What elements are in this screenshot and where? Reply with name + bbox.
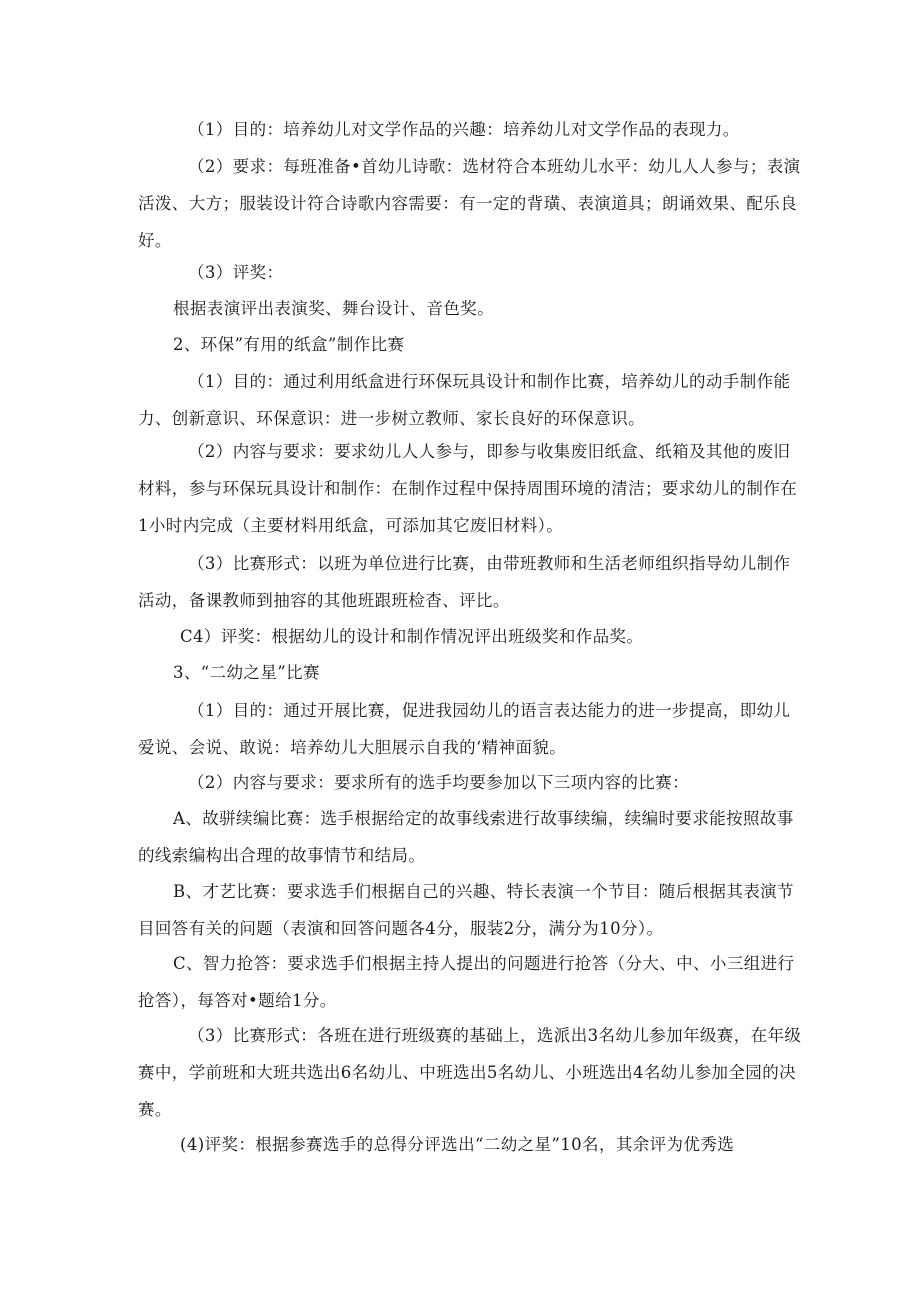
paragraph-star-requirements: （2）内容与要求：要求所有的选手均要参加以下三项内容的比赛： — [188, 773, 689, 792]
paragraph-star-format: （3）比赛形式：各班在进行班级赛的基础上，选派出3名幼儿参加年级赛，在年级赛中，学前班和大班共选出6名幼儿、中班选出5名幼儿、小班选出4名幼儿参加全园的决赛。 — [138, 1026, 802, 1119]
paragraph-paper-box-format: （3）比赛形式：以班为单位进行比赛，由带班教师和生活老师组织指导幼儿制作活动，备课教师到抽容的其他班跟班检杳、评比。 — [138, 554, 791, 610]
section-heading-paper-box: 2、环保”有用的纸盒”制作比赛 — [173, 335, 405, 354]
paragraph-quiz-contest: C、智力抢答：要求选手们根据主持人提出的问题进行抢答（分大、中、小三组进行抢答），每答对•题给1分。 — [138, 954, 795, 1010]
paragraph-poetry-award-detail: 根据表演评出表演奖、舞台设计、音色奖。 — [173, 299, 495, 318]
paragraph-talent-contest: B、才艺比赛：要求选手们根据自己的兴趣、特长表演一个节目：随后根据其表演节目回答有关的问题（表演和回答问题各4分，服装2分，满分为10分）。 — [138, 882, 794, 938]
paragraph-poetry-award-heading: （3）评奖： — [188, 263, 284, 282]
section-heading-star-contest: 3、“二幼之星”比赛 — [173, 663, 320, 682]
paragraph-star-award: (4)评奖：根据参赛选手的总得分评选出“二幼之星”10名，其余评为优秀选 — [180, 1135, 735, 1154]
paragraph-poetry-requirements: （2）要求：每班准备•首幼儿诗歌：选材符合本班幼儿水平：幼儿人人参与；表演活泼、大方；服装设计符合诗歌内容需要：有一定的背璜、表演道具；朗诵效果、配乐良好。 — [138, 157, 801, 250]
paragraph-story-contest: A、故骈续编比赛：选手根据给定的故事线索进行故事续编，续编时要求能按照故事的线索编构出合理的故事情节和结局。 — [138, 809, 794, 865]
paragraph-poetry-goal: （1）目的：培养幼儿对文学作品的兴趣：培养幼儿对文学作品的表现力。 — [188, 120, 740, 139]
paragraph-paper-box-requirements: （2）内容与要求：要求幼儿人人参与，即参与收集废旧纸盒、纸箱及其他的废旧材料，参与环保玩具设计和制作：在制作过程中保持周围环境的清洁；要求幼儿的制作在1小时内完成（主要材料用纸盒，可添加其它废旧材料）。 — [138, 442, 798, 535]
paragraph-star-goal: （1）目的：通过开展比赛，促进我园幼儿的语言表达能力的进一步提高，即幼儿爱说、会说、敢说：培养幼儿大胆展示自我的‘精神面貌。 — [138, 701, 791, 757]
paragraph-paper-box-award: C4）评奖：根据幼儿的设计和制作情况评出班级奖和作品奖。 — [180, 627, 644, 646]
paragraph-paper-box-goal: （1）目的：通过利用纸盒进行环保玩具设计和制作比赛，培养幼儿的动手制作能力、创新意识、环保意识：进一步树立教师、家长良好的环保意识。 — [138, 372, 791, 428]
